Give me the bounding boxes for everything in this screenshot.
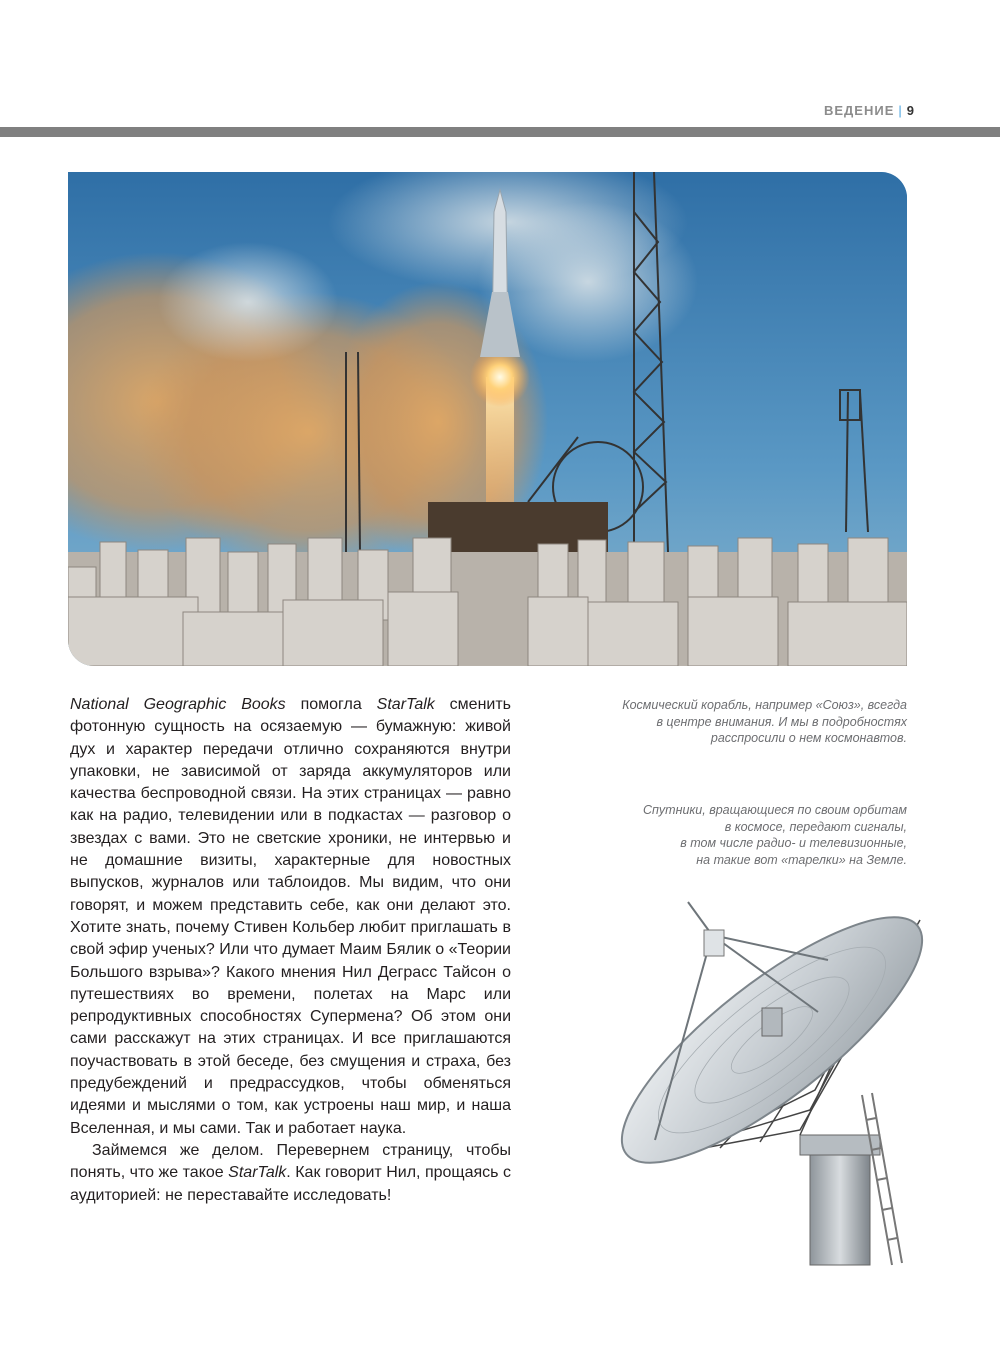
header-rule bbox=[0, 127, 1000, 137]
caption-line: в центре внимания. И мы в подробностях bbox=[656, 714, 907, 729]
text-run: . Как говорит Нил, прощаясь с аудиторией: не переставайте исследовать! bbox=[70, 1164, 511, 1204]
dish-caption bbox=[577, 802, 907, 868]
caption-line: Космический корабль, например «Союз», всегда bbox=[622, 698, 907, 712]
paragraph-2 bbox=[70, 1140, 511, 1207]
caption-line: в том числе радио- и телевизионные, bbox=[680, 836, 907, 850]
caption-line: в космосе, передают сигналы, bbox=[724, 819, 907, 834]
page-number: 9 bbox=[906, 103, 915, 118]
show-name: StarTalk bbox=[376, 696, 435, 713]
text-run: помогла bbox=[285, 696, 377, 713]
caption-line: Спутники, вращающиеся по своим орбитам bbox=[643, 803, 907, 817]
section-title: ВЕДЕНИЕ bbox=[823, 103, 895, 118]
satellite-dish-illustration bbox=[600, 880, 940, 1270]
caption-line: расспросили о нем космонавтов. bbox=[710, 731, 907, 745]
rocket-launch-photo bbox=[68, 172, 907, 666]
caption-line: на такие вот «тарелки» на Земле. bbox=[696, 852, 907, 867]
main-article-text bbox=[70, 694, 511, 1207]
paragraph-1 bbox=[70, 694, 511, 1140]
text-run: Займемся же делом. Перевернем страницу, чтобы понять, что же такое bbox=[70, 1141, 511, 1182]
satellite-dish-icon bbox=[600, 880, 940, 1270]
rocket-caption bbox=[577, 697, 907, 747]
text-run: сменить фотонную сущность на осязаемую — бумажную: живой дух и характер передачи отлично сохраняются внутри упаковки, не зависимой от заряда аккумуляторов или качества беспроводной связи. На этих страницах — равно как на радио, телевидении или в подкастах — разговор о звездах с вами. Это не светские хроники, не интервью и не домашние визиты, характерные для новостных выпусков, журналов или таблоидов. Мы видим, что они говорят, и можем представить себе, как они делают это. Хотите знать, почему Стивен Кольбер любит приглашать в свой эфир ученых? Или что думает Маим Бялик о «Теории Большого взрыва»? Какого мнения Нил Деграсс Тайсон о путешествиях во времени, полетах на Марс или репродуктивных способностях Супермена? Об этом они сами расскажут на этих страницах. И все приглашаются поучаствовать в этой беседе, без смущения и страха, без предубеждений и предрассудков, чтобы обменяться идеями и мыслями о том, как устроены наш мир, и наша Вселенная, и мы сами. Так и работает наука. bbox=[70, 696, 512, 1137]
rocket-launch-illustration bbox=[68, 172, 907, 666]
running-header bbox=[824, 103, 915, 118]
show-name: StarTalk bbox=[228, 1164, 287, 1182]
header-separator: | bbox=[898, 103, 903, 118]
publisher-name: National Geographic Books bbox=[70, 696, 286, 713]
